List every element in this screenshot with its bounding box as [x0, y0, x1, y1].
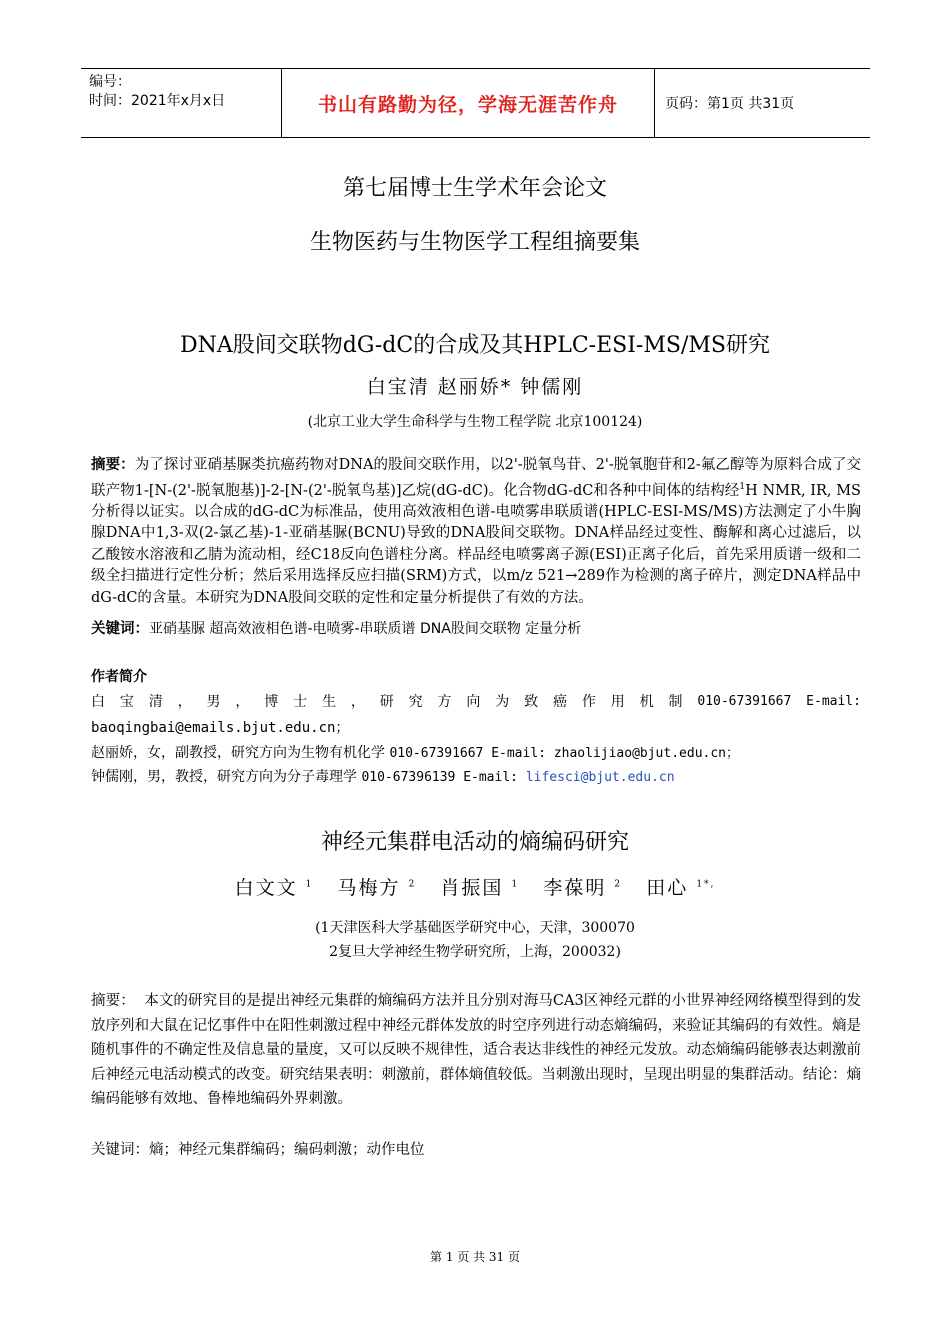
header-left-cell	[81, 69, 281, 137]
paper2-author-name: 肖振国	[440, 877, 504, 899]
header-motto-cell	[281, 69, 655, 137]
keywords-label: 关键词：	[91, 621, 149, 637]
bio1-word: 作	[581, 694, 596, 710]
bio1-word: 男	[206, 694, 221, 710]
bio1-word: 向	[466, 694, 481, 710]
bio1-word: ，	[350, 694, 365, 710]
bio1-word: 癌	[553, 694, 567, 710]
motto-text: 书山有路勤为径，学海无涯苦作舟	[317, 93, 618, 116]
paper2-author-affil-sup: 1*,	[696, 879, 716, 890]
paper2-keywords-text: 熵；神经元集群编码；编码刺激；动作电位	[149, 1142, 425, 1158]
bio-heading: 作者简介	[91, 669, 147, 685]
bio1-line1	[91, 690, 861, 714]
bio1-word: 究	[408, 694, 423, 710]
bio1-word: 清	[148, 694, 163, 710]
page-footer: 第 1 页 共 31 页	[430, 1250, 520, 1264]
bio1-word: ，	[177, 694, 192, 710]
paper1-affiliation: (北京工业大学生命科学与生物工程学院 北京100124)	[307, 414, 643, 430]
bio1-word: 机	[639, 694, 654, 710]
number-label: 编号：	[89, 74, 131, 90]
conference-title-line1: 第七届博士生学术年会论文	[342, 176, 607, 201]
bio1-word: 博	[264, 694, 279, 710]
page-info: 页码：第1页 共31页	[665, 96, 795, 112]
paper2-author-name: 马梅方	[337, 877, 401, 899]
bio2-contact: 010-67391667 E-mail: zhaolijiao@bjut.edu.cn；	[389, 746, 739, 761]
bio1-word: 用	[610, 694, 625, 710]
abstract-text-continued: H NMR, IR, MS分析得以证实。以合成的dG-dC为标准品，使用高效液相色谱-电喷雾串联质谱(HPLC-ESI-MS/MS)方法测定了小牛胸腺DNA中1,3-双(2-氯乙基)-1-亚硝基脲(BCNU)导致的DNA股间交联物。DNA样品经过变性、酶解和离心过滤后，以乙酸铵水溶液和乙腈为流动相，经C18反向色谱柱分离。样品经电喷雾离子源(ESI)正离子化后，首先采用质谱一级和二级全扫描进行定性分析；然后采用选择反应扫描(SRM)方式，以m/z 521→289作为检测的离子碎片，测定DNA样品中dG-dC的含量。本研究为DNA股间交联的定性和定量分析提供了有效的方法。	[91, 482, 861, 606]
conference-title-line2: 生物医药与生物医学工程组摘要集	[309, 230, 640, 255]
paper2-abstract-label: 摘要：	[91, 993, 135, 1009]
paper2-affiliation-line1: (1天津医科大学基础医学研究中心，天津，300070	[315, 920, 635, 936]
keywords-text: 亚硝基脲 超高效液相色谱-电喷雾-串联质谱 DNA股间交联物 定量分析	[149, 621, 582, 637]
paper2-abstract-text: 本文的研究目的是提出神经元集群的熵编码方法并且分别对海马CA3区神经元群的小世界神经网络模型得到的发放序列和大鼠在记忆事件中在阳性刺激过程中神经元群体发放的时空序列进行动态熵编码，来验证其编码的有效性。熵是随机事件的不确定性及信息量的量度，又可以反映不规律性，适合表达非线性的神经元发放。动态熵编码能够表达刺激前后神经元电活动模式的改变。研究结果表明：刺激前，群体熵值较低。当刺激出现时，呈现出明显的集群活动。结论：熵编码能够有效地、鲁棒地编码外界刺激。	[91, 993, 862, 1107]
paper2-abstract	[91, 989, 861, 1112]
bio2-line	[91, 741, 861, 766]
bio1-word: 为	[495, 694, 510, 710]
bio1-word: 研	[379, 694, 394, 710]
abstract-sup: 1	[739, 481, 746, 492]
bio1-word: 致	[524, 694, 539, 710]
bio1-word: 白	[91, 694, 105, 710]
bio1-word: E-mail:	[806, 694, 861, 709]
time-label: 时间：2021年x月x日	[89, 93, 226, 109]
paper2-author-affil-sup: 1	[511, 879, 520, 890]
paper1-title: DNA股间交联物dG-dC的合成及其HPLC-ESI-MS/MS研究	[180, 333, 770, 358]
paper2-author-affil-sup: 1	[305, 879, 314, 890]
abstract-text: 为了探讨亚硝基脲类抗癌药物对DNA的股间交联作用，以2'-脱氧鸟苷、2'-脱氧胞苷和2-氟乙醇等为原料合成了交联产物1-[N-(2'-脱氧胞基)]-2-[N-(2'-脱氧鸟基)]乙烷(dG-dC)。化合物dG-dC和各种中间体的结构经	[91, 457, 861, 499]
abstract-label: 摘要：	[91, 457, 135, 473]
bio2-text: 赵丽娇，女，副教授，研究方向为生物有机化学	[91, 745, 390, 761]
bio1-line2: baoqingbai@emails.bjut.edu.cn；	[91, 720, 350, 736]
bio3-email-link[interactable]: lifesci@bjut.edu.cn	[525, 770, 675, 785]
bio1-word: 生	[322, 694, 336, 710]
paper1-abstract	[91, 455, 861, 609]
bio1-word: 宝	[119, 694, 134, 710]
bio1-word: ，	[235, 694, 250, 710]
paper1-authors: 白宝清 赵丽娇* 钟儒刚	[366, 376, 584, 398]
bio1-word: 010-67391667	[697, 694, 792, 709]
bio3-text: 钟儒刚，男，教授，研究方向为分子毒理学	[91, 769, 362, 785]
bio1-word: 制	[668, 694, 683, 710]
bio3-contact: 010-67396139 E-mail:	[361, 770, 526, 785]
paper1-keywords	[91, 619, 861, 641]
bio1-word: 士	[293, 694, 308, 710]
paper2-authors	[0, 873, 950, 900]
paper2-author-name: 李葆明	[543, 877, 607, 899]
paper2-author-name: 田心	[646, 877, 689, 899]
header-page-info-cell	[655, 69, 870, 137]
header-table	[81, 68, 870, 138]
paper2-title: 神经元集群电活动的熵编码研究	[320, 830, 629, 855]
paper2-keywords	[91, 1138, 861, 1163]
paper2-affiliation-line2: 2复旦大学神经生物学研究所，上海，200032)	[329, 944, 621, 960]
paper2-author-affil-sup: 2	[408, 879, 417, 890]
paper2-author-affil-sup: 2	[614, 879, 623, 890]
paper2-keywords-label: 关键词：	[91, 1142, 149, 1158]
bio3-line	[91, 765, 861, 790]
bio1-word: 方	[437, 694, 452, 710]
paper2-author-name: 白文文	[234, 877, 298, 899]
